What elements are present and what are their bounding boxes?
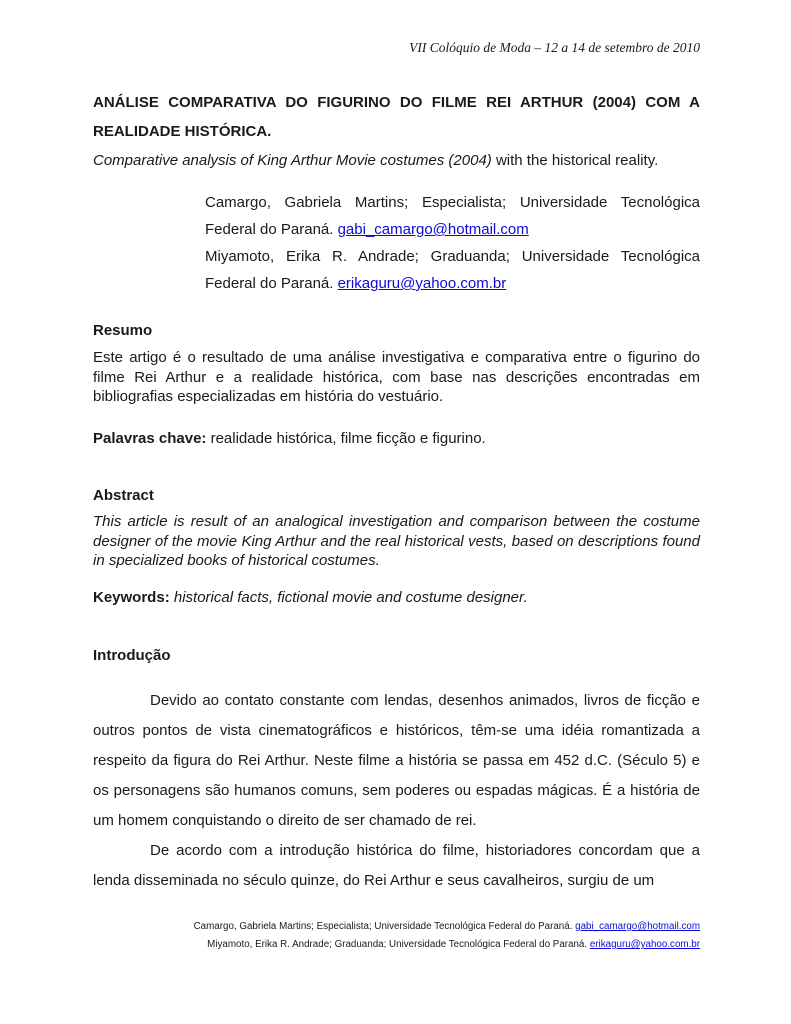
authors-block — [205, 189, 700, 297]
keywords-label: Keywords: — [93, 588, 170, 606]
footer-author-1 — [140, 918, 700, 936]
author-2-affiliation-tail: Federal do Paraná. — [205, 275, 338, 292]
footer-author-2-text: Miyamoto, Erika R. Andrade; Graduanda; Universidade Tecnológica Federal do Paraná. — [207, 939, 590, 950]
footer-author-1-email-link[interactable]: gabi_camargo@hotmail.com — [575, 921, 700, 932]
author-2-email-link[interactable]: erikaguru@yahoo.com.br — [337, 275, 507, 292]
author-1-name-affiliation: Camargo, Gabriela Martins; Especialista; Universidade Tecnológica — [205, 194, 700, 211]
paper-content — [93, 0, 700, 896]
paper-title-english-regular: with the historical reality. — [491, 152, 659, 169]
running-header: VII Colóquio de Moda – 12 a 14 de setembro de 2010 — [409, 40, 700, 55]
keywords-line — [93, 588, 700, 608]
footer-author-1-text: Camargo, Gabriela Martins; Especialista; Universidade Tecnológica Federal do Paraná. — [193, 921, 576, 932]
page-footer — [140, 918, 700, 954]
author-2-name-affiliation: Miyamoto, Erika R. Andrade; Graduanda; Universidade Tecnológica — [205, 248, 700, 265]
introducao-paragraph-1: Devido ao contato constante com lendas, desenhos animados, livros de ficção e outros pontos de vista cinematográficos e históricos, têm-se uma idéia romantizada a respeito da figura do Rei Arthur. Neste filme a história se passa em 452 d.C. (Século 5) e os personagens são humanos comuns, sem poderes ou espadas mágicas. É a história de um homem conquistando o direito de ser chamado de rei. — [93, 692, 700, 829]
abstract-body: This article is result of an analogical investigation and comparison between the costume designer of the movie King Arthur and the real historical vests, based on descriptions found in specialized books of historical costumes. — [93, 513, 700, 569]
paper-title-line-2: REALIDADE HISTÓRICA. — [93, 123, 272, 140]
paper-title-block — [93, 88, 700, 175]
introducao-heading: Introdução — [93, 647, 171, 664]
paper-title-english — [93, 146, 700, 175]
introducao-paragraph-2: De acordo com a introdução histórica do filme, historiadores concordam que a lenda disseminada no século quinze, do Rei Arthur e seus cavalheiros, surgiu de um — [93, 842, 700, 889]
abstract-heading: Abstract — [93, 487, 154, 504]
palavras-chave-label: Palavras chave: — [93, 429, 207, 447]
footer-author-2 — [140, 936, 700, 954]
author-1-email-link[interactable]: gabi_camargo@hotmail.com — [337, 221, 529, 238]
author-entry — [205, 189, 700, 243]
footer-author-2-email-link[interactable]: erikaguru@yahoo.com.br — [589, 939, 700, 950]
palavras-chave-text: realidade histórica, filme ficção e figurino. — [206, 429, 486, 447]
palavras-chave-line — [93, 429, 700, 449]
resumo-heading: Resumo — [93, 322, 153, 339]
paper-title-line-1: ANÁLISE COMPARATIVA DO FIGURINO DO FILME REI ARTHUR (2004) COM A — [93, 94, 700, 111]
paper-title-english-italic: Comparative analysis of King Arthur Movie costumes (2004) — [93, 152, 492, 169]
keywords-text: historical facts, fictional movie and costume designer. — [169, 588, 528, 606]
author-1-affiliation-tail: Federal do Paraná. — [205, 221, 338, 238]
author-entry — [205, 243, 700, 297]
resumo-body: Este artigo é o resultado de uma análise investigativa e comparativa entre o figurino do filme Rei Arthur e a realidade histórica, com base nas descrições encontradas em bibliografias especializadas em história do vestuário. — [93, 349, 700, 405]
